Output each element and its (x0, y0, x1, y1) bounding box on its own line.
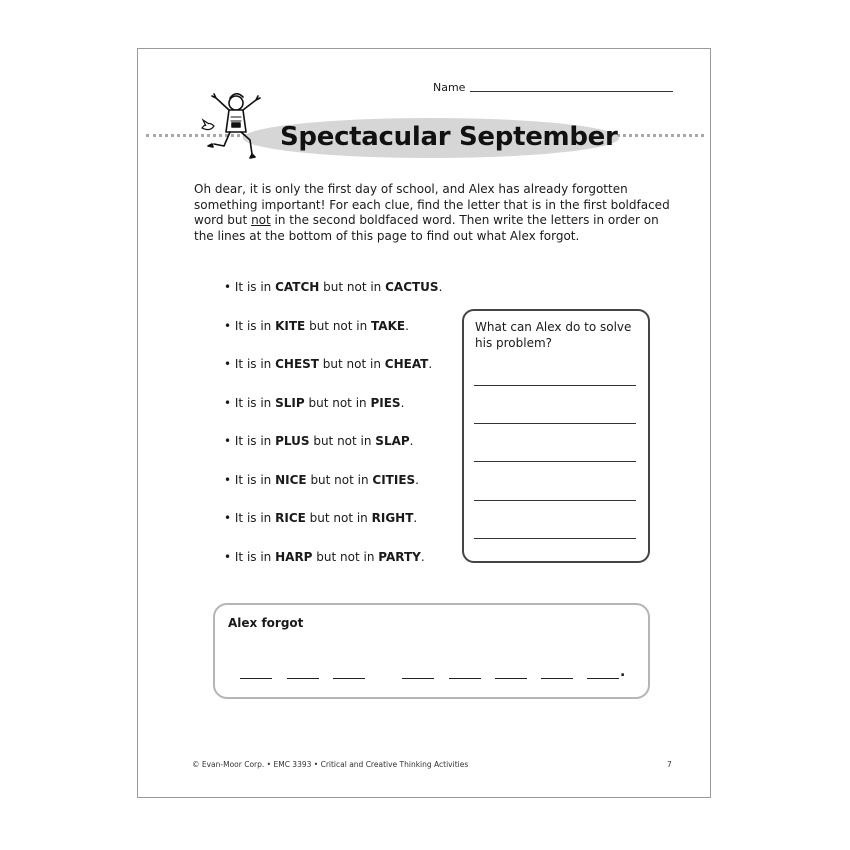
clue-word-1: SLIP (275, 396, 305, 410)
clue-word-2: RIGHT (371, 511, 414, 525)
clue-word-2: PARTY (378, 550, 421, 564)
clue-prefix: • It is in (224, 280, 276, 294)
letter-blank[interactable] (541, 678, 573, 679)
clue-word-1: PLUS (275, 434, 310, 448)
answer-line[interactable] (474, 385, 636, 386)
clue-word-1: RICE (275, 511, 306, 525)
intro-text-2: in the second boldfaced word. Then write the letters in order on the lines at the bottom of this page to find out what Alex forgot. (194, 213, 659, 243)
clue-suffix: . (409, 434, 414, 448)
clue-middle: but not in (304, 396, 371, 410)
clue-word-1: HARP (275, 550, 313, 564)
answer-line[interactable] (474, 500, 636, 501)
intro-text-1: Oh dear, it is only the first day of school, and Alex has already forgotten something important! For each clue, find the letter that is in the first boldfaced word but (194, 182, 670, 228)
clue-middle: but not in (318, 357, 385, 371)
answer-period: . (620, 664, 626, 680)
clue-5 (224, 434, 414, 448)
answer-line[interactable] (474, 423, 636, 424)
answer-line[interactable] (474, 538, 636, 539)
letter-blank[interactable] (402, 678, 434, 679)
answer-label: Alex forgot (228, 616, 304, 630)
clue-word-2: PIES (370, 396, 401, 410)
clue-middle: but not in (306, 473, 373, 487)
clue-suffix: . (413, 511, 418, 525)
clue-prefix: • It is in (224, 434, 276, 448)
clue-suffix: . (400, 396, 405, 410)
letter-blank[interactable] (240, 678, 272, 679)
clue-middle: but not in (305, 319, 372, 333)
bird-icon (202, 120, 214, 130)
clue-suffix: . (428, 357, 433, 371)
clue-word-1: CATCH (275, 280, 320, 294)
clue-middle: but not in (312, 550, 379, 564)
answer-line[interactable] (474, 461, 636, 462)
letter-blank[interactable] (587, 678, 619, 679)
clue-prefix: • It is in (224, 473, 276, 487)
clue-word-2: SLAP (375, 434, 410, 448)
clue-suffix: . (405, 319, 409, 333)
clue-suffix: . (420, 550, 425, 564)
clue-6 (224, 473, 419, 487)
clue-word-2: CACTUS (385, 280, 439, 294)
clue-middle: but not in (305, 511, 372, 525)
clue-word-1: KITE (275, 319, 306, 333)
clue-prefix: • It is in (224, 357, 276, 371)
clue-middle: but not in (309, 434, 376, 448)
clue-4 (224, 396, 404, 410)
clue-word-2: CHEAT (384, 357, 429, 371)
jumping-boy-illustration (196, 88, 276, 168)
page-number: 7 (667, 760, 672, 769)
name-label: Name (433, 81, 466, 94)
clue-word-2: CITIES (372, 473, 416, 487)
letter-blank[interactable] (287, 678, 319, 679)
letter-blank[interactable] (449, 678, 481, 679)
clue-suffix: . (415, 473, 419, 487)
clue-word-1: NICE (275, 473, 307, 487)
clue-word-2: TAKE (371, 319, 406, 333)
clue-prefix: • It is in (224, 511, 276, 525)
intro-paragraph (194, 182, 674, 244)
dotted-divider-right (606, 134, 704, 137)
clue-1 (224, 280, 442, 294)
clue-prefix: • It is in (224, 550, 276, 564)
clue-prefix: • It is in (224, 319, 276, 333)
letter-blank[interactable] (333, 678, 365, 679)
clue-middle: but not in (319, 280, 386, 294)
clue-prefix: • It is in (224, 396, 276, 410)
letter-blank[interactable] (495, 678, 527, 679)
intro-emphasis: not (251, 213, 271, 228)
clue-2 (224, 319, 409, 333)
clue-3 (224, 357, 432, 371)
page-title: Spectacular September (280, 122, 618, 152)
clue-7 (224, 511, 417, 525)
question-text: What can Alex do to solve his problem? (475, 320, 632, 350)
footer-credit: © Evan-Moor Corp. • EMC 3393 • Critical and Creative Thinking Activities (192, 760, 469, 769)
name-line[interactable] (470, 91, 673, 92)
clue-word-1: CHEST (275, 357, 319, 371)
clue-8 (224, 550, 425, 564)
clue-suffix: . (438, 280, 443, 294)
